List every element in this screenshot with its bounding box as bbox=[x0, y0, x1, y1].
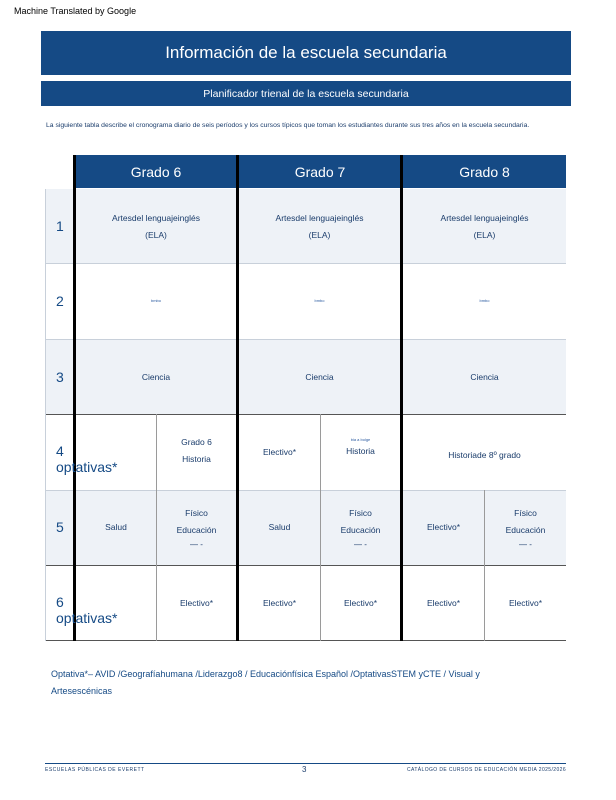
cell-r2-g6: bmbo bbox=[150, 298, 161, 303]
cell-r6-g8-a: Electivo* bbox=[426, 598, 461, 608]
footer-divider bbox=[45, 763, 566, 764]
grade-6-history-line-2: Historia bbox=[182, 454, 211, 464]
cell-r4-g8-history: Historiade 8º grado bbox=[448, 450, 521, 460]
pe-dash: — - bbox=[354, 540, 367, 549]
table-bottom-line bbox=[45, 640, 566, 641]
header-grade-6-label: Grado 6 bbox=[130, 163, 182, 180]
pe-line-2: Educación bbox=[176, 525, 217, 535]
ela-line-1: Artesdel lenguajeinglés bbox=[112, 213, 200, 223]
footer-page-number: 3 bbox=[302, 765, 307, 774]
grade-7-history-label: Historia bbox=[346, 446, 375, 456]
electives-note-line-1: Optativa*– AVID /Geografíahumana /Liderazgo8 / Educaciónfísica Español /OptativasSTEM yCTE / Visual y bbox=[51, 669, 480, 679]
cell-r4-g6-history bbox=[157, 434, 236, 468]
period-1-label: 1 bbox=[56, 218, 64, 234]
electives-note-line-2: Artesescénicas bbox=[51, 686, 113, 696]
cell-r5-g6-pe bbox=[157, 505, 236, 551]
cell-r3-g8: Ciencia bbox=[470, 372, 499, 382]
cell-r5-g6-salud: Salud bbox=[105, 522, 127, 532]
header-grade-7-label: Grado 7 bbox=[294, 163, 346, 180]
cell-r6-g8-b: Electivo* bbox=[508, 598, 543, 608]
cell-r1-g8 bbox=[403, 210, 566, 244]
cell-r1-g7 bbox=[239, 210, 400, 244]
cell-r6-g6-b: Electivo* bbox=[179, 598, 214, 608]
period-2-label: 2 bbox=[56, 293, 64, 309]
footer-catalog: CATÁLOGO DE CURSOS DE EDUCACIÓN MEDIA 2025/2026 bbox=[406, 767, 566, 773]
pe-line-2: Educación bbox=[340, 525, 381, 535]
cell-r6-g7-a: Electivo* bbox=[262, 598, 297, 608]
header-grade-6 bbox=[75, 155, 237, 188]
ela-line-1: Artesdel lenguajeinglés bbox=[440, 213, 529, 223]
pe-line-2: Educación bbox=[505, 525, 546, 535]
row-divider bbox=[45, 414, 566, 415]
period-5-label: 5 bbox=[56, 519, 64, 535]
cell-r1-g6 bbox=[76, 210, 236, 244]
page-title: Información de la escuela secundaria bbox=[165, 43, 447, 62]
header-grade-8 bbox=[403, 155, 566, 188]
header-grade-7 bbox=[239, 155, 401, 188]
pe-line-1: Físico bbox=[185, 508, 208, 518]
row-divider bbox=[45, 263, 566, 264]
cell-r2-g7: bmbo bbox=[314, 298, 325, 303]
cell-r5-g8-electivo: Electivo* bbox=[426, 522, 461, 532]
pe-line-1: Físico bbox=[514, 508, 537, 518]
row-divider bbox=[45, 565, 566, 566]
pe-line-1: Físico bbox=[349, 508, 372, 518]
cell-r5-g7-pe bbox=[321, 505, 400, 551]
row-divider bbox=[45, 339, 566, 340]
grade-6-history-line-1: Grado 6 bbox=[181, 437, 212, 447]
cell-r2-g8: bmbo bbox=[479, 298, 490, 303]
garbled-text: bia a bolge bbox=[350, 437, 371, 442]
footer-district: ESCUELAS PÚBLICAS DE EVERETT bbox=[45, 767, 145, 773]
intro-text: La siguiente tabla describe el cronograma diario de seis períodos y los cursos típicos que toman los estudiantes durante sus tres años en la escuela secundaria. bbox=[46, 122, 530, 129]
cell-r4-g7-history bbox=[321, 437, 400, 460]
cell-r3-g7: Ciencia bbox=[305, 372, 334, 382]
cell-r5-g8-pe bbox=[485, 505, 566, 551]
ela-line-2: (ELA) bbox=[308, 230, 331, 240]
ela-line-1: Artesdel lenguajeinglés bbox=[275, 213, 364, 223]
ela-line-2: (ELA) bbox=[473, 230, 496, 240]
table-left-edge bbox=[45, 189, 46, 641]
machine-translated-label: Machine Translated by Google bbox=[14, 6, 137, 16]
planner-subtitle: Planificador trienal de la escuela secundaria bbox=[203, 87, 409, 100]
cell-r4-g7-electivo: Electivo* bbox=[262, 447, 297, 457]
cell-r5-g7-salud: Salud bbox=[268, 522, 291, 532]
cell-r3-g6: Ciencia bbox=[141, 372, 171, 382]
cell-r6-g7-b: Electivo* bbox=[343, 598, 378, 608]
page-title-banner bbox=[41, 31, 571, 75]
period-6-label: 6 optativas* bbox=[56, 594, 118, 626]
electives-note bbox=[51, 666, 551, 700]
header-grade-8-label: Grado 8 bbox=[459, 163, 510, 180]
ela-line-2: (ELA) bbox=[145, 230, 167, 240]
pe-dash: — - bbox=[190, 540, 203, 549]
planner-subtitle-banner bbox=[41, 81, 571, 106]
period-4-label: 4 optativas* bbox=[56, 443, 118, 475]
row-divider bbox=[45, 490, 566, 491]
period-3-label: 3 bbox=[56, 369, 64, 385]
pe-dash: — - bbox=[519, 540, 532, 549]
